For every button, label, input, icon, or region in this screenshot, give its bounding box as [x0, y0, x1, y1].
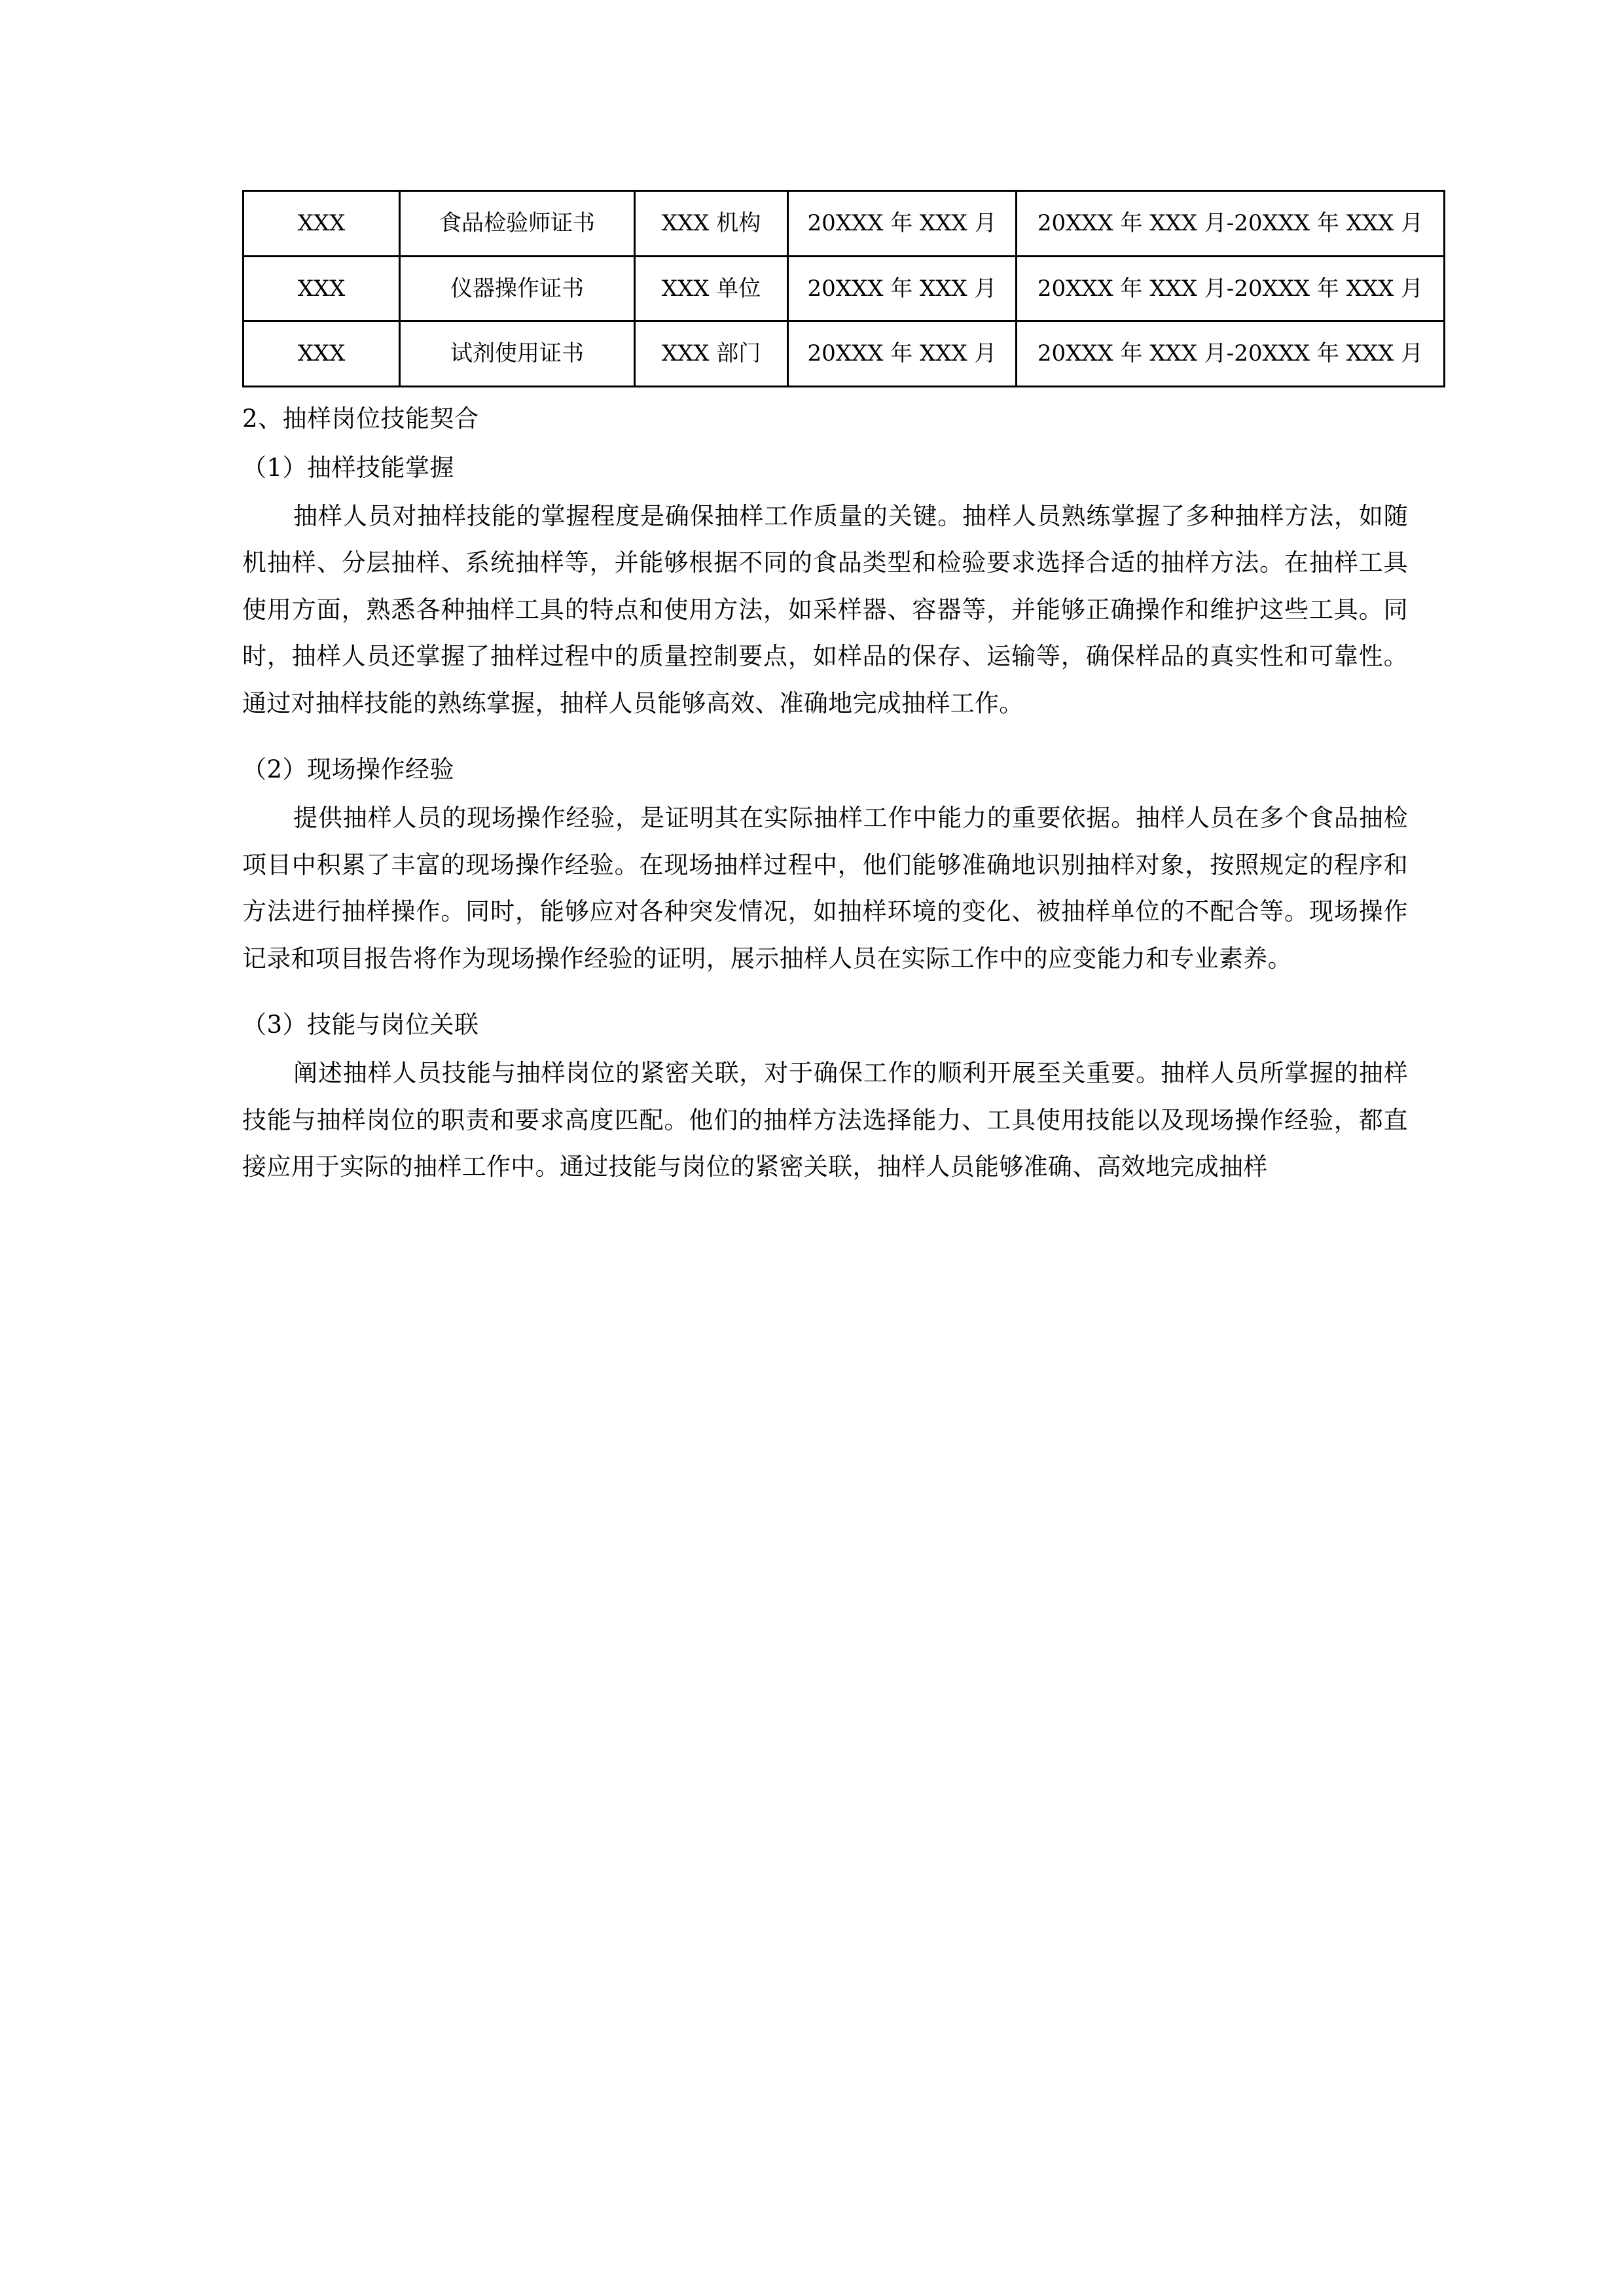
- subsection-title-1: （1）抽样技能掌握: [242, 453, 455, 482]
- cell-issue-date: 20XXX 年 XXX 月: [788, 321, 1017, 387]
- certificate-table-wrapper: [242, 190, 1424, 387]
- cell-valid-period: 20XXX 年 XXX 月-20XXX 年 XXX 月: [1017, 191, 1445, 257]
- cell-issuer: XXX 部门: [635, 321, 788, 387]
- spacer: [242, 982, 1408, 999]
- cell-issue-date: 20XXX 年 XXX 月: [788, 256, 1017, 321]
- cell-issuer: XXX 机构: [635, 191, 788, 257]
- cell-certificate: 食品检验师证书: [400, 191, 635, 257]
- cell-valid-period: 20XXX 年 XXX 月-20XXX 年 XXX 月: [1017, 256, 1445, 321]
- subsection-paragraph-1: 抽样人员对抽样技能的掌握程度是确保抽样工作质量的关键。抽样人员熟练掌握了多种抽样方法，如随机抽样、分层抽样、系统抽样等，并能够根据不同的食品类型和检验要求选择合适的抽样方法。在抽样工具使用方面，熟悉各种抽样工具的特点和使用方法，如采样器、容器等，并能够正确操作和维护这些工具。同时，抽样人员还掌握了抽样过程中的质量控制要点，如样品的保存、运输等，确保样品的真实性和可靠性。通过对抽样技能的熟练掌握，抽样人员能够高效、准确地完成抽样工作。: [242, 501, 1408, 717]
- subsection-paragraph-2: 提供抽样人员的现场操作经验，是证明其在实际抽样工作中能力的重要依据。抽样人员在多个食品抽检项目中积累了丰富的现场操作经验。在现场抽样过程中，他们能够准确地识别抽样对象，按照规定的程序和方法进行抽样操作。同时，能够应对各种突发情况，如抽样环境的变化、被抽样单位的不配合等。现场操作记录和项目报告将作为现场操作经验的证明，展示抽样人员在实际工作中的应变能力和专业素养。: [242, 804, 1408, 973]
- cell-name: XXX: [244, 191, 400, 257]
- certificate-table: [242, 190, 1445, 387]
- table-row: [244, 256, 1445, 321]
- cell-valid-period: 20XXX 年 XXX 月-20XXX 年 XXX 月: [1017, 321, 1445, 387]
- subsection-title-2: （2）现场操作经验: [242, 755, 455, 783]
- subsection-paragraph-3: 阐述抽样人员技能与抽样岗位的紧密关联，对于确保工作的顺利开展至关重要。抽样人员所掌握的抽样技能与抽样岗位的职责和要求高度匹配。他们的抽样方法选择能力、工具使用技能以及现场操作经验，都直接应用于实际的抽样工作中。通过技能与岗位的紧密关联，抽样人员能够准确、高效地完成抽样: [242, 1059, 1408, 1181]
- spacer: [242, 726, 1408, 744]
- cell-certificate: 仪器操作证书: [400, 256, 635, 321]
- section-heading: 2、抽样岗位技能契合: [242, 404, 479, 433]
- cell-name: XXX: [244, 321, 400, 387]
- cell-issuer: XXX 单位: [635, 256, 788, 321]
- cell-certificate: 试剂使用证书: [400, 321, 635, 387]
- table-row: [244, 321, 1445, 387]
- subsection-title-3: （3）技能与岗位关联: [242, 1011, 479, 1039]
- cell-name: XXX: [244, 256, 400, 321]
- cell-issue-date: 20XXX 年 XXX 月: [788, 191, 1017, 257]
- table-row: [244, 191, 1445, 257]
